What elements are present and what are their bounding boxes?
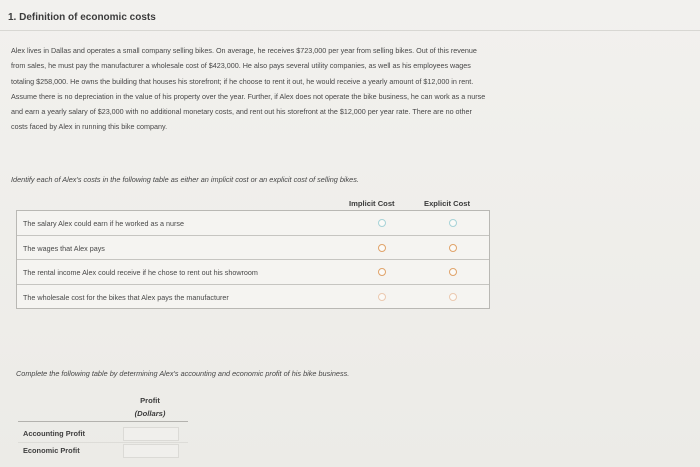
explicit-radio-wages[interactable] [449,244,457,252]
problem-line: and earn a yearly salary of $23,000 with no additional monetary costs, and rent out his storefront at the $12,000 per year rate. There are no other [11,107,472,117]
cost-classification-table [16,210,490,309]
accounting-profit-input[interactable] [123,427,179,441]
cost-label: The wages that Alex pays [23,243,105,253]
profit-table-prompt: Complete the following table by determining Alex's accounting and economic profit of his bike business. [16,369,350,378]
explicit-cost-header: Explicit Cost [424,199,470,208]
cost-label: The salary Alex could earn if he worked as a nurse [23,219,185,228]
accounting-profit-label: Accounting Profit [23,429,85,438]
question-title: 1. Definition of economic costs [8,12,156,23]
explicit-radio-wholesale[interactable] [449,293,457,301]
problem-line: Assume there is no depreciation in the value of his property over the year. Further, if Alex does not operate the bike business, he can work as a nurse [11,91,486,101]
economic-profit-label: Economic Profit [23,446,80,455]
title-divider [0,30,700,31]
implicit-radio-wholesale[interactable] [378,293,386,301]
cost-label: The wholesale cost for the bikes that Alex pays the manufacturer [23,292,229,302]
problem-line: costs faced by Alex in running this bike company. [11,122,168,132]
economic-profit-input[interactable] [123,444,179,458]
problem-line: Alex lives in Dallas and operates a small company selling bikes. On average, he receives $723,000 per year from selling bikes. Out of this revenue [11,46,477,55]
implicit-radio-rental-income[interactable] [378,268,386,276]
profit-column-header [127,394,173,420]
cost-row-nurse-salary [17,211,489,236]
cost-row-wholesale [17,285,489,309]
profit-header-divider [18,421,188,422]
implicit-cost-header: Implicit Cost [349,199,395,208]
problem-line: totaling $258,000. He owns the building that houses his storefront; if he choose to rent it out, he would receive a yearly amount of $12,000 in rent. [11,76,474,86]
cost-row-rental-income [17,260,489,285]
cost-label: The rental income Alex could receive if he chose to rent out his showroom [23,268,258,277]
profit-header-unit: (Dollars) [134,409,166,418]
implicit-radio-wages[interactable] [378,244,386,252]
implicit-radio-nurse-salary[interactable] [378,219,386,227]
profit-row-divider [18,442,188,443]
explicit-radio-nurse-salary[interactable] [449,219,457,227]
profit-header-label: Profit [140,396,160,405]
cost-table-prompt: Identify each of Alex's costs in the following table as either an implicit cost or an explicit cost of selling bikes. [11,175,359,184]
explicit-radio-rental-income[interactable] [449,268,457,276]
problem-line: from sales, he must pay the manufacturer a wholesale cost of $423,000. He also pays several utility companies, as well as his employees wages [11,61,471,71]
problem-statement [11,43,661,135]
cost-row-wages [17,236,489,261]
